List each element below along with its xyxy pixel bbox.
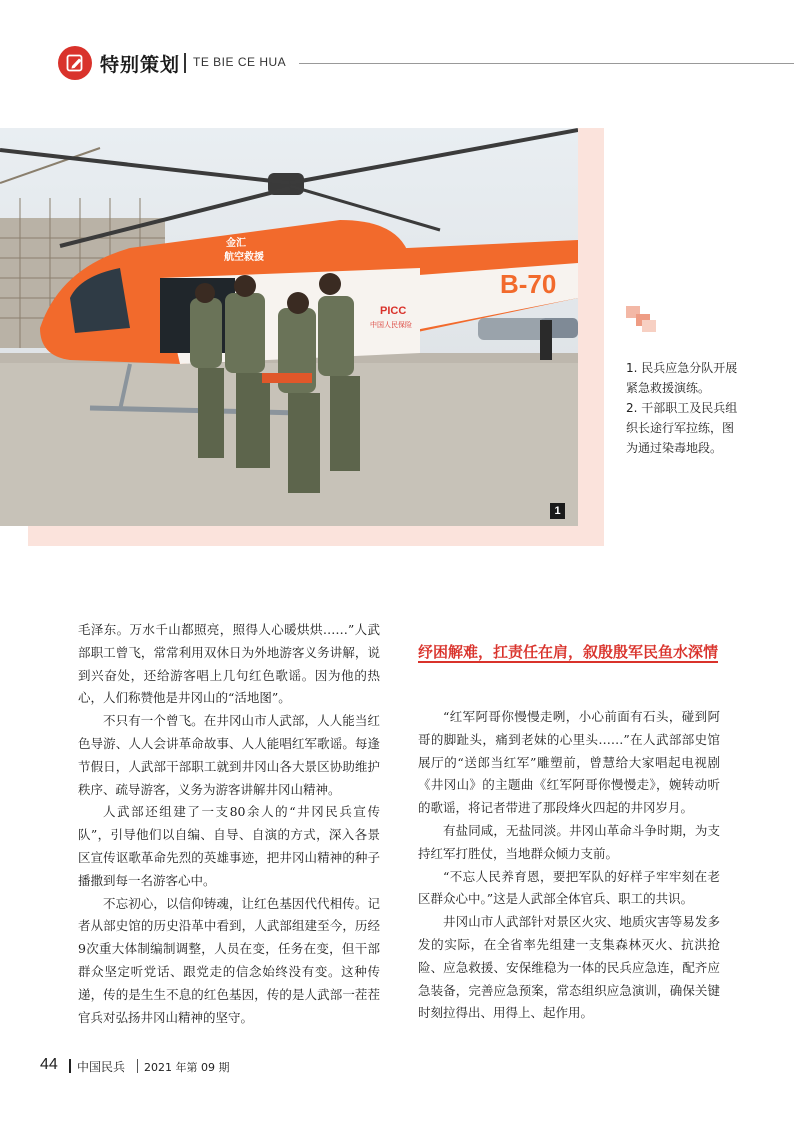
edit-pencil-icon bbox=[66, 54, 84, 72]
issue-label: 2021 年第 09 期 bbox=[144, 1061, 230, 1074]
registration-text: B-70 bbox=[500, 269, 557, 299]
insurer-logo: PICC bbox=[380, 305, 407, 317]
subhead-text: 纾困解难，扛责任在肩，叙殷殷军民鱼水深情 bbox=[418, 643, 719, 661]
footer-divider bbox=[69, 1059, 71, 1073]
magazine-name: 中国民兵 bbox=[77, 1060, 126, 1074]
right-paragraph-1: “红军阿哥你慢慢走咧，小心前面有石头，碰到阿哥的脚趾头，痛到老妹的心里头……”在人武部部史馆展厅的“送郎当红军”雕塑前，曾慧给大家唱起电视剧《井冈山》的主题曲《红军阿哥你慢慢走》，婉转动听的歌谣，将记者带进了那段烽火四起的井冈岁月。 bbox=[418, 709, 720, 816]
left-paragraph-1: 毛泽东。万水千山都照亮，照得人心暖烘烘……”人武部职工曾飞，常常利用双休日为外地游客义务讲解，说到兴奋处，还给游客唱上几句红色歌谣。因为他的热心，人们称赞他是井冈山的“活地图”。 bbox=[78, 622, 380, 706]
section-logo bbox=[58, 46, 92, 80]
helicopter-text-2: 航空救援 bbox=[224, 252, 264, 263]
header-rule bbox=[299, 63, 794, 64]
right-paragraph-2: 有盐同咸，无盐同淡。井冈山革命斗争时期，为支持红军打胜仗，当地群众倾力支前。 bbox=[418, 822, 720, 861]
page-number: 44 bbox=[40, 1056, 58, 1073]
caption-line-2: 2. 干部职工及民兵组织长途行军拉练，图为通过染毒地段。 bbox=[626, 401, 738, 455]
header-divider bbox=[184, 53, 186, 73]
section-subhead bbox=[418, 640, 720, 664]
insurer-name: 中国人民保险 bbox=[370, 321, 412, 329]
helicopter-rescue-photo bbox=[0, 128, 578, 526]
left-paragraph-3: 人武部还组建了一支80余人的“井冈民兵宣传队”，引导他们以自编、自导、自演的方式，深入各景区宣传讴歌革命先烈的英雄事迹，把井冈山精神的种子播撒到每一名游客心中。 bbox=[78, 804, 380, 888]
footer-divider-2 bbox=[137, 1059, 138, 1073]
right-paragraph-4: 井冈山市人武部针对景区火灾、地质灾害等易发多发的实际，在全省率先组建一支集森林灭火、抗洪抢险、应急救援、安保维稳为一体的民兵应急连，配齐应急装备，完善应急预案，常态组织应急演训，确保关键时刻拉得出、用得上、起作用。 bbox=[418, 914, 720, 1021]
helicopter-text-1: 金汇 bbox=[226, 238, 246, 249]
right-paragraph-3: “不忘人民养育恩，要把军队的好样子牢牢刻在老区群众心中。”这是人武部全体官兵、职工的共识。 bbox=[418, 868, 720, 907]
photo-caption bbox=[626, 358, 738, 458]
page-header bbox=[54, 44, 794, 84]
caption-line-1: 1. 民兵应急分队开展紧急救援演练。 bbox=[626, 361, 738, 395]
left-text-column bbox=[78, 619, 380, 1029]
left-paragraph-4: 不忘初心，以信仰铸魂，让红色基因代代相传。记者从部史馆的历史沿革中看到，人武部组建至今，历经9次重大体制编制调整，人员在变，任务在变，但干部群众坚定听党话、跟党走的信念始终没有变。这种传递，传的是生生不息的红色基因，传的是人武部一茬茬官兵对弘扬井冈山精神的坚守。 bbox=[78, 895, 380, 1025]
section-title: 特别策划 bbox=[100, 54, 181, 76]
left-paragraph-2: 不只有一个曾飞。在井冈山市人武部，人人能当红色导游、人人会讲革命故事、人人能唱红军歌谣。每逢节假日，人武部干部职工就到井冈山各大景区协助维护秩序、疏导游客，义务为游客讲解井冈山精神。 bbox=[78, 713, 380, 797]
page-footer bbox=[40, 1056, 340, 1076]
decorative-squares bbox=[626, 306, 658, 334]
section-pinyin: TE BIE CE HUA bbox=[193, 55, 287, 69]
photo-number-badge: 1 bbox=[550, 503, 565, 519]
right-text-column bbox=[418, 706, 720, 1025]
